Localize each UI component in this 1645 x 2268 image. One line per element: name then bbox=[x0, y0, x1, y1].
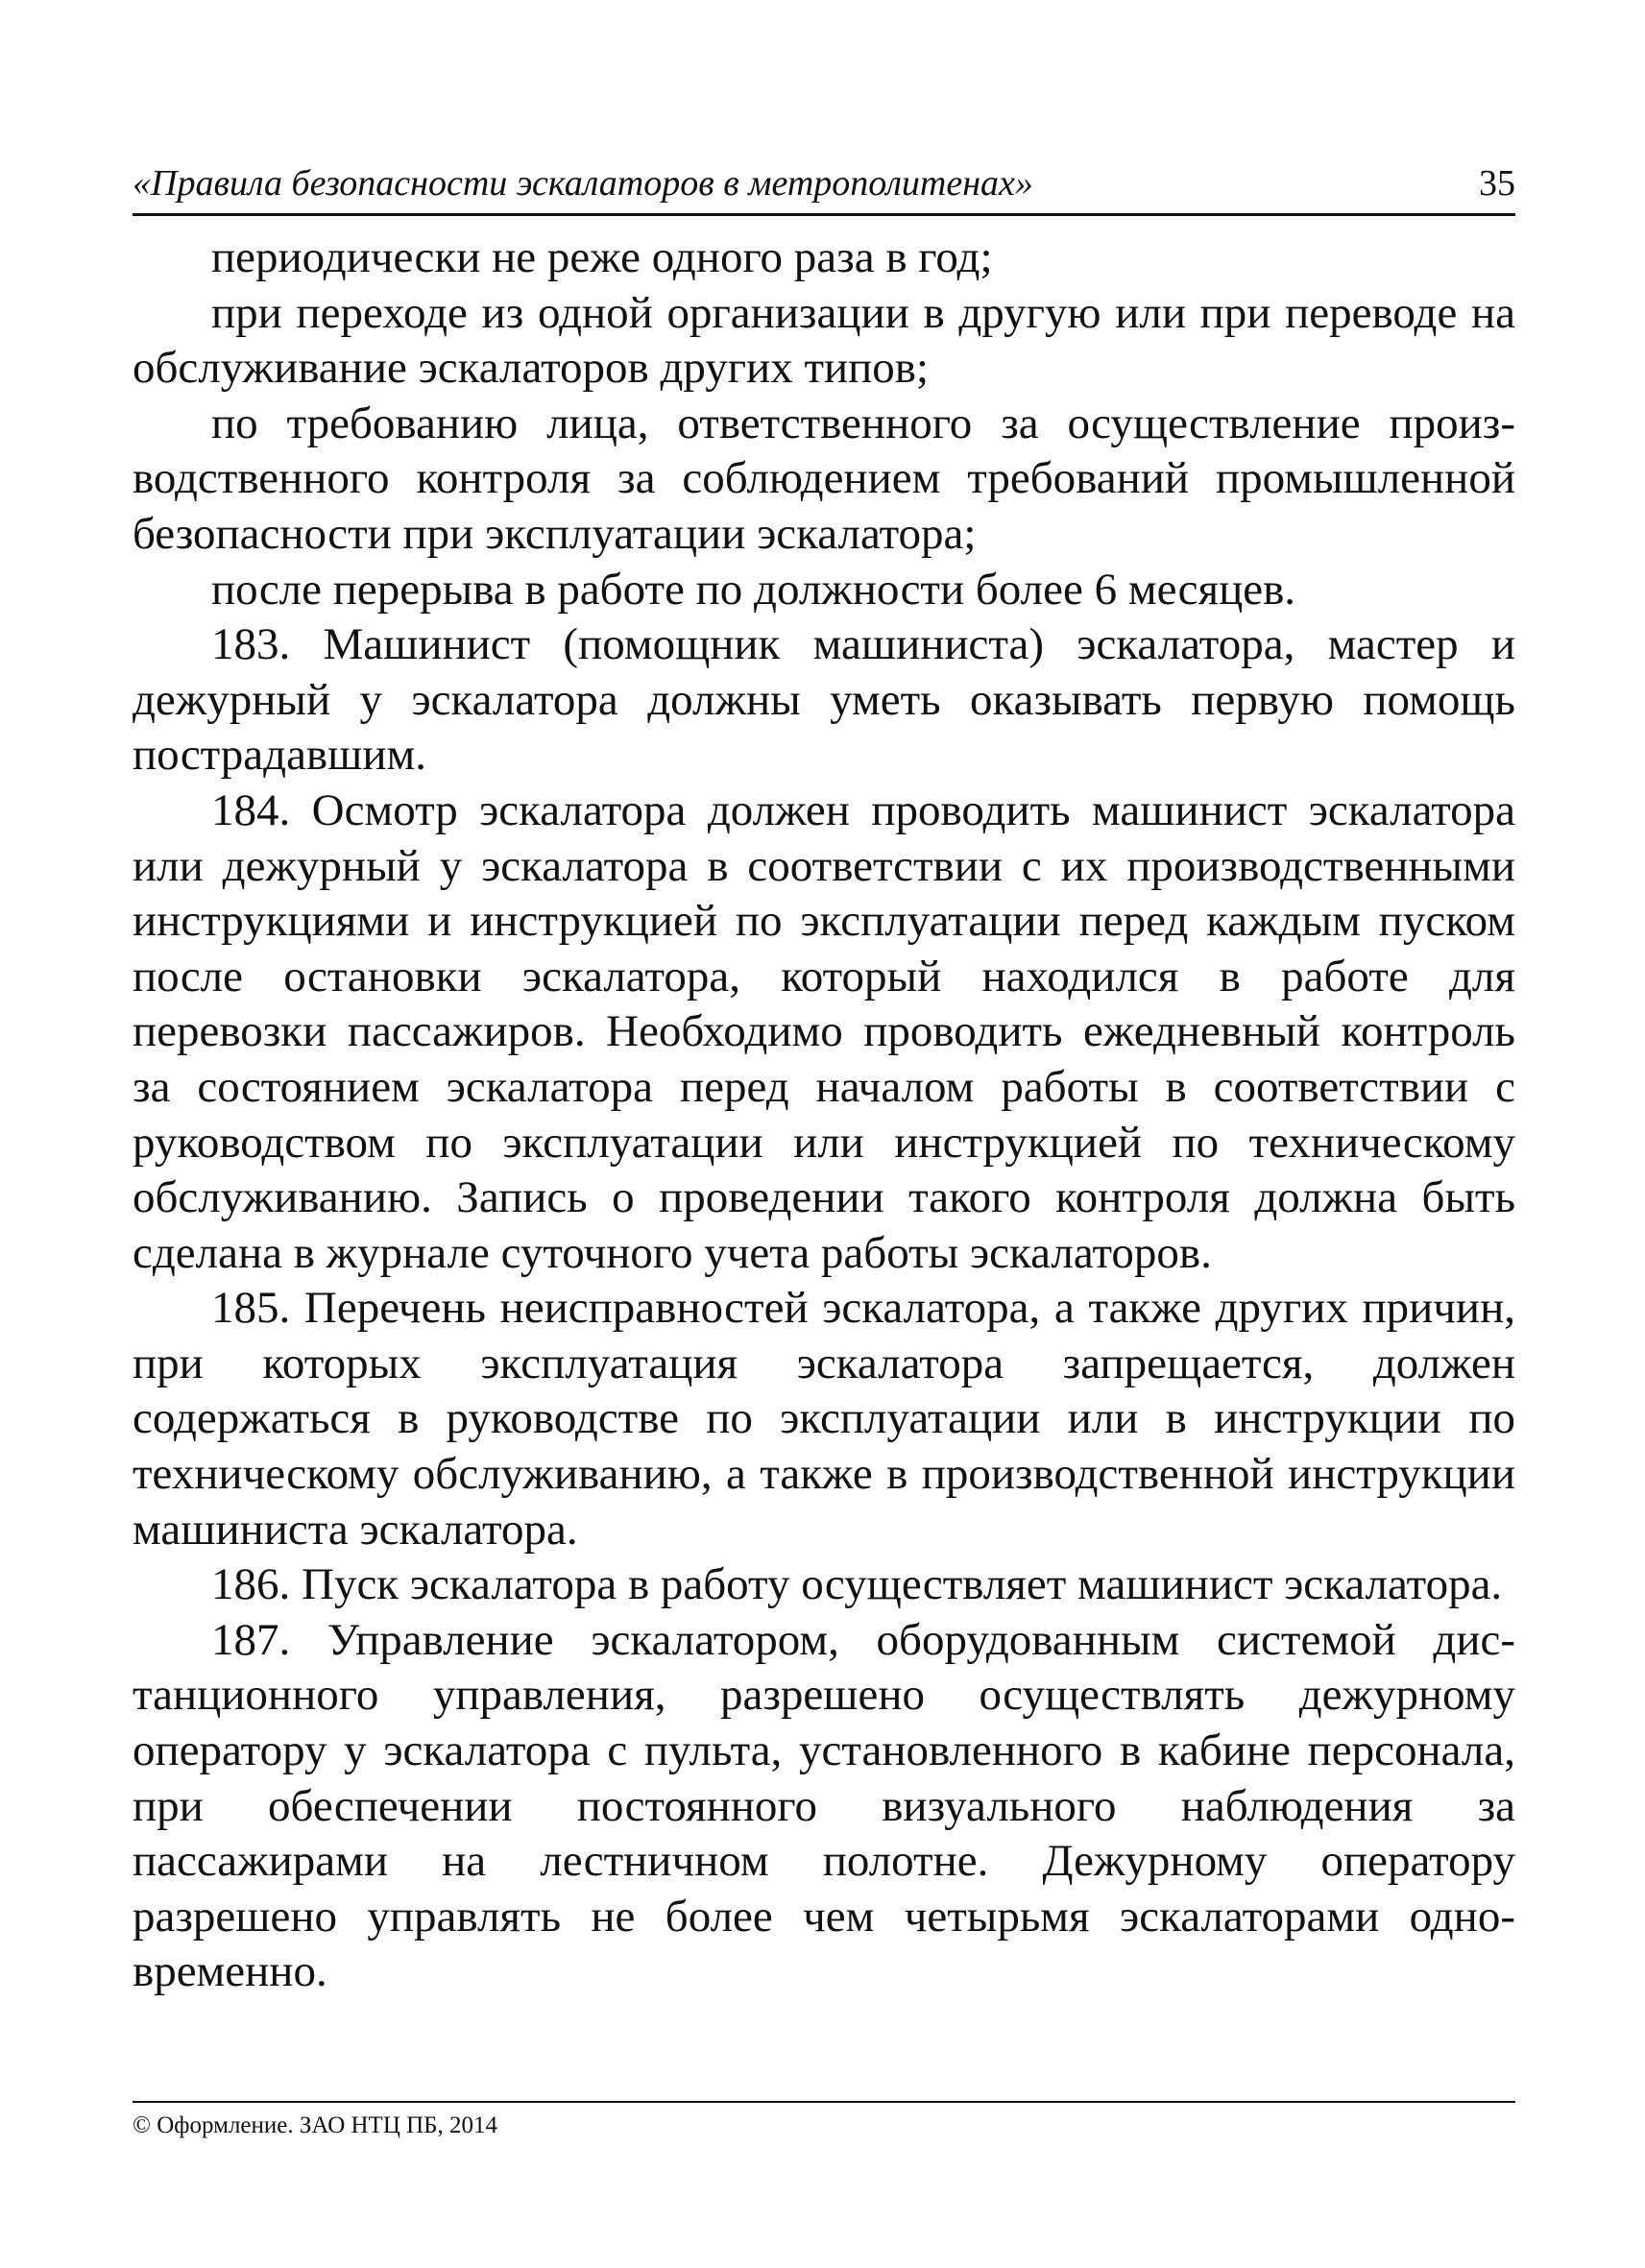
paragraph-186: 186. Пуск эскалатора в работу осуществляет машинист эскалатора. bbox=[211, 1559, 1503, 1610]
paragraph-183: 183. Машинист (помощник машиниста) эскалатора, мастер и дежурный у эскалатора должны уметь оказывать первую помощь пострадавшим. bbox=[133, 619, 1515, 781]
paragraph-184: 184. Осмотр эскалатора должен проводить машинист эскалатора или дежурный у эскалатора в соответствии с их производственными инструкциями и инструкцией по эксплуатации перед каждым пуском после остановки эскалатора, который находился в работе для перевозки пассажиров. Необходимо проводить ежедневный контроль за состоянием эскалатора перед началом работы в соответствии с руководством по эксплуатации или инструкцией по техническому обслуживанию. Запись о проведении такого контроля должна быть сделана в журнале суточного учета работы эскалаторов. bbox=[133, 784, 1515, 1278]
footer-copyright: © Оформление. ЗАО НТЦ ПБ, 2014 bbox=[133, 2112, 498, 2138]
paragraph: по требованию лица, ответственного за осуществление производственного контроля за соблюдением требований промышленной безопасности при эксплуатации эскалатора; bbox=[133, 398, 1515, 559]
running-title: «Правила безопасности эскалаторов в метрополитенах» bbox=[133, 163, 1033, 204]
paragraph: при переходе из одной организации в другую или при переводе на обслуживание эскалаторов других типов; bbox=[133, 287, 1515, 394]
paragraph-187: 187. Управление эскалатором, оборудованным системой дистанционного управления, разрешено осуществлять дежурному оператору у эскалатора с пульта, установленного в кабине персонала, при обеспечении постоянного визуального наблюдения за пассажирами на лестничном полотне. Дежурному оператору разрешено управлять не более чем четырьмя эскалаторами одновременно. bbox=[133, 1614, 1515, 1997]
paragraph-185: 185. Перечень неисправностей эскалатора, а также других причин, при которых эксплуатация эскалатора запрещается, должен содержаться в руководстве по эксплуатации или в инструкции по техническому обслуживанию, а также в производственной инструкции машиниста эскалатора. bbox=[133, 1283, 1515, 1555]
page-number: 35 bbox=[1479, 163, 1515, 204]
header-rule bbox=[133, 213, 1515, 216]
body-text bbox=[133, 230, 1515, 2000]
paragraph: периодически не реже одного раза в год; bbox=[211, 232, 993, 282]
paragraph: после перерыва в работе по должности более 6 месяцев. bbox=[211, 564, 1296, 615]
running-header bbox=[133, 161, 1515, 205]
footer-rule bbox=[133, 2101, 1515, 2103]
